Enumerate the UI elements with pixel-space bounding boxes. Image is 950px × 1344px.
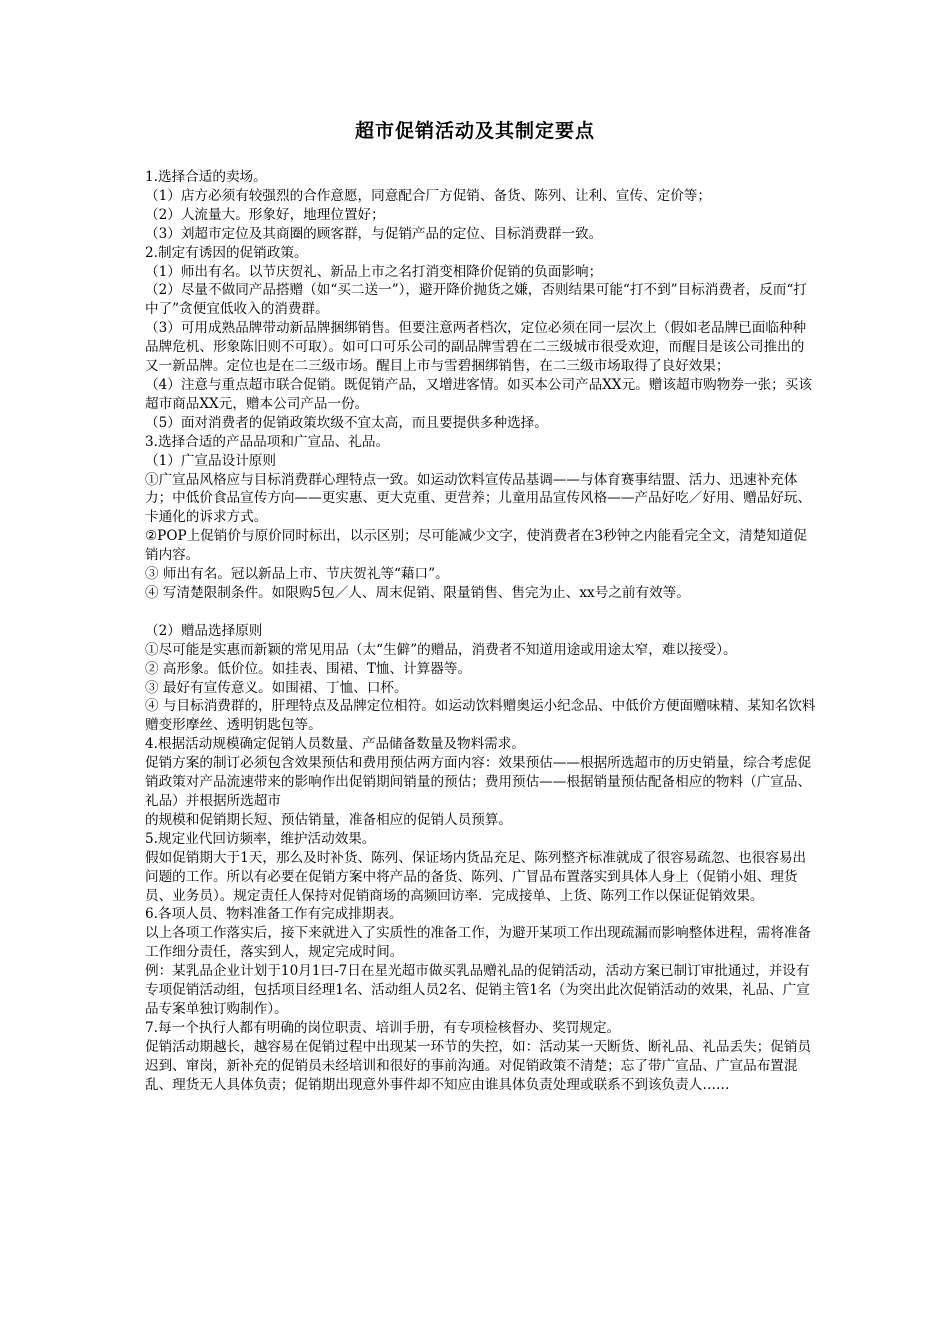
paragraph: 1.选择合适的卖场。 — [145, 169, 267, 185]
paragraph: （2）赠品选择原则 — [145, 622, 263, 639]
paragraph: 5.规定业代回访频率，维护活动效果。 — [145, 830, 376, 847]
paragraph: 假如促销期大于1天，那么及时补货、陈列、保证场内货品充足、陈列整齐标准就成了很容易疏忽、也很容易出问题的工作。所以有必要在促销方案中将产品的备货、陈列、广冒品布置落实到具体人身上（促销小姐、理货员、业务员）。规定责任人保持对促销商场的高频回访率．完成接单、上货、陈列工作以保证促销效果。 — [145, 849, 807, 904]
paragraph: 促销方案的制订必须包含效果预估和费用预估两方面内容：效果预估——根据所选超市的历史销量，综合考虑促销政策对产品流速带来的影响作出促销期间销量的预估；费用预估——根据销量预估配备相应的物料（广宣品、礼品）并根据所选超市 — [145, 755, 812, 809]
paragraph: 以上各项工作落实后，接下来就进入了实质性的准备工作，为避开某项工作出现疏漏而影响整体进程，需将准备工作细分责任，落实到人，规定完成时间。 — [145, 925, 812, 961]
paragraph: 促销活动期越长，越容易在促销过程中出现某一环节的失控，如：活动某一天断货、断礼品、礼品丢失；促销员迟到、窜岗，新补充的促销员未经培训和很好的事前沟通。对促销政策不清楚；忘了带广宣品、广宣品布置混乱、理货无人具体负责；促销期出现意外事件却不知应由谁具体负责处理或联系不到该负责人…… — [145, 1038, 812, 1093]
paragraph: 的规模和促销期长短、预估销量，准备相应的促销人员预算。 — [145, 811, 513, 828]
paragraph: 7.每一个执行人都有明确的岗位职责、培训手册，有专项检核督办、奖罚规定。 — [145, 1019, 621, 1036]
paragraph: ①尽可能是实惠而新颖的常见用品（太“生僻”的赠品，消费者不知道用途或用途太窄，难以接受）。 — [145, 641, 737, 658]
paragraph — [145, 603, 817, 622]
paragraph: ③ 最好有宣传意义。如围裙、丁恤、口杯。 — [145, 679, 408, 696]
paragraph: （4）注意与重点超市联合促销。既促销产品，又增进客情。如买本公司产品XX元。赠该超市购物券一张；买该超市商品XX元，赠本公司产品一份。 — [145, 376, 812, 412]
document-body — [145, 168, 817, 1095]
paragraph: ③ 师出有名。冠以新品上市、节庆贺礼等“藉口”。 — [145, 566, 449, 583]
paragraph: （1）师出有名。以节庆贺礼、新品上市之名打消变相降价促销的负面影响； — [145, 263, 603, 280]
paragraph: （3）可用成熟品牌带动新品牌捆绑销售。但要注意两者档次，定位必须在同一层次上（假如老品牌已面临种种品牌危机、形象陈旧则不可取）。如可口可乐公司的副品牌雪碧在二三级城市很受欢迎，而醒目是该公司推出的又一新品牌。定位也是在二三级市场。醒目上市与雪碧捆绑销售，在二三级市场取得了良好效果； — [145, 320, 807, 375]
document-title: 超市促销活动及其制定要点 — [354, 120, 595, 142]
paragraph: （5）面对消费者的促销政策坎级不宜太高，而且要提供多种选择。 — [145, 414, 548, 431]
paragraph: ④ 写清楚限制条件。如限购5包／人、周末促销、限量销售、售完为止、xx号之前有效等。 — [145, 584, 690, 601]
paragraph: ②POP上促销价与原价同时标出，以示区别；尽可能减少文字，使消费者在3秒钟之内能看完全文，清楚知道促销内容。 — [145, 528, 807, 564]
paragraph: （3）刘超市定位及其商圈的顾客群，与促销产品的定位、目标消费群一致。 — [145, 225, 603, 242]
paragraph: ② 高形象。低价位。如挂表、围裙、T恤、计算器等。 — [145, 660, 472, 677]
paragraph: 4.根据活动规模确定促销人员数量、产品储备数量及物料需求。 — [145, 736, 525, 753]
paragraph: ①广宣品风格应与目标消费群心理特点一致。如运动饮料宣传品基调——与体育赛事结盟、活力、迅速补充体力；中低价食品宣传方向——更实惠、更大克重、更营养；儿童用品宣传风格——产品好吃／好用、赠品好玩、卡通化的诉求方式。 — [145, 471, 812, 526]
paragraph: 6.各项人员、物料准备工作有完成排期表。 — [145, 906, 403, 923]
paragraph: （1）店方必须有较强烈的合作意愿，同意配合厂方促销、备货、陈列、让利、宣传、定价等； — [145, 187, 711, 204]
paragraph: （2）尽量不做同产品搭赠（如“买二送一”），避开降价抛货之嫌，否则结果可能“打不到”目标消费者，反而“打中了”贪便宜低收入的消费群。 — [145, 282, 807, 318]
paragraph: （1）广宣品设计原则 — [145, 452, 276, 469]
paragraph: ④ 与目标消费群的，肝理特点及品牌定位相符。如运动饮料赠奥运小纪念品、中低价方便面赠味精、某知名饮料赠变形摩丝、透明钥匙包等。 — [145, 698, 816, 734]
paragraph: （2）人流量大。形象好，地理位置好； — [145, 206, 385, 223]
paragraph: 2.制定有诱因的促销政策。 — [145, 244, 308, 261]
paragraph: 例：某乳品企业计划于10月1曰-7日在星光超市做买乳品赠礼品的促销活动，活动方案已制订审批通过，并设有专项促销活动组，包括项目经理1名、活动组人员2名、促销主管1名（为突出此次促销活动的效果，礼品、广宣品专案单独订购制作）。 — [145, 963, 810, 1017]
paragraph: 3.选择合适的产品品项和广宣品、礼品。 — [145, 433, 390, 450]
